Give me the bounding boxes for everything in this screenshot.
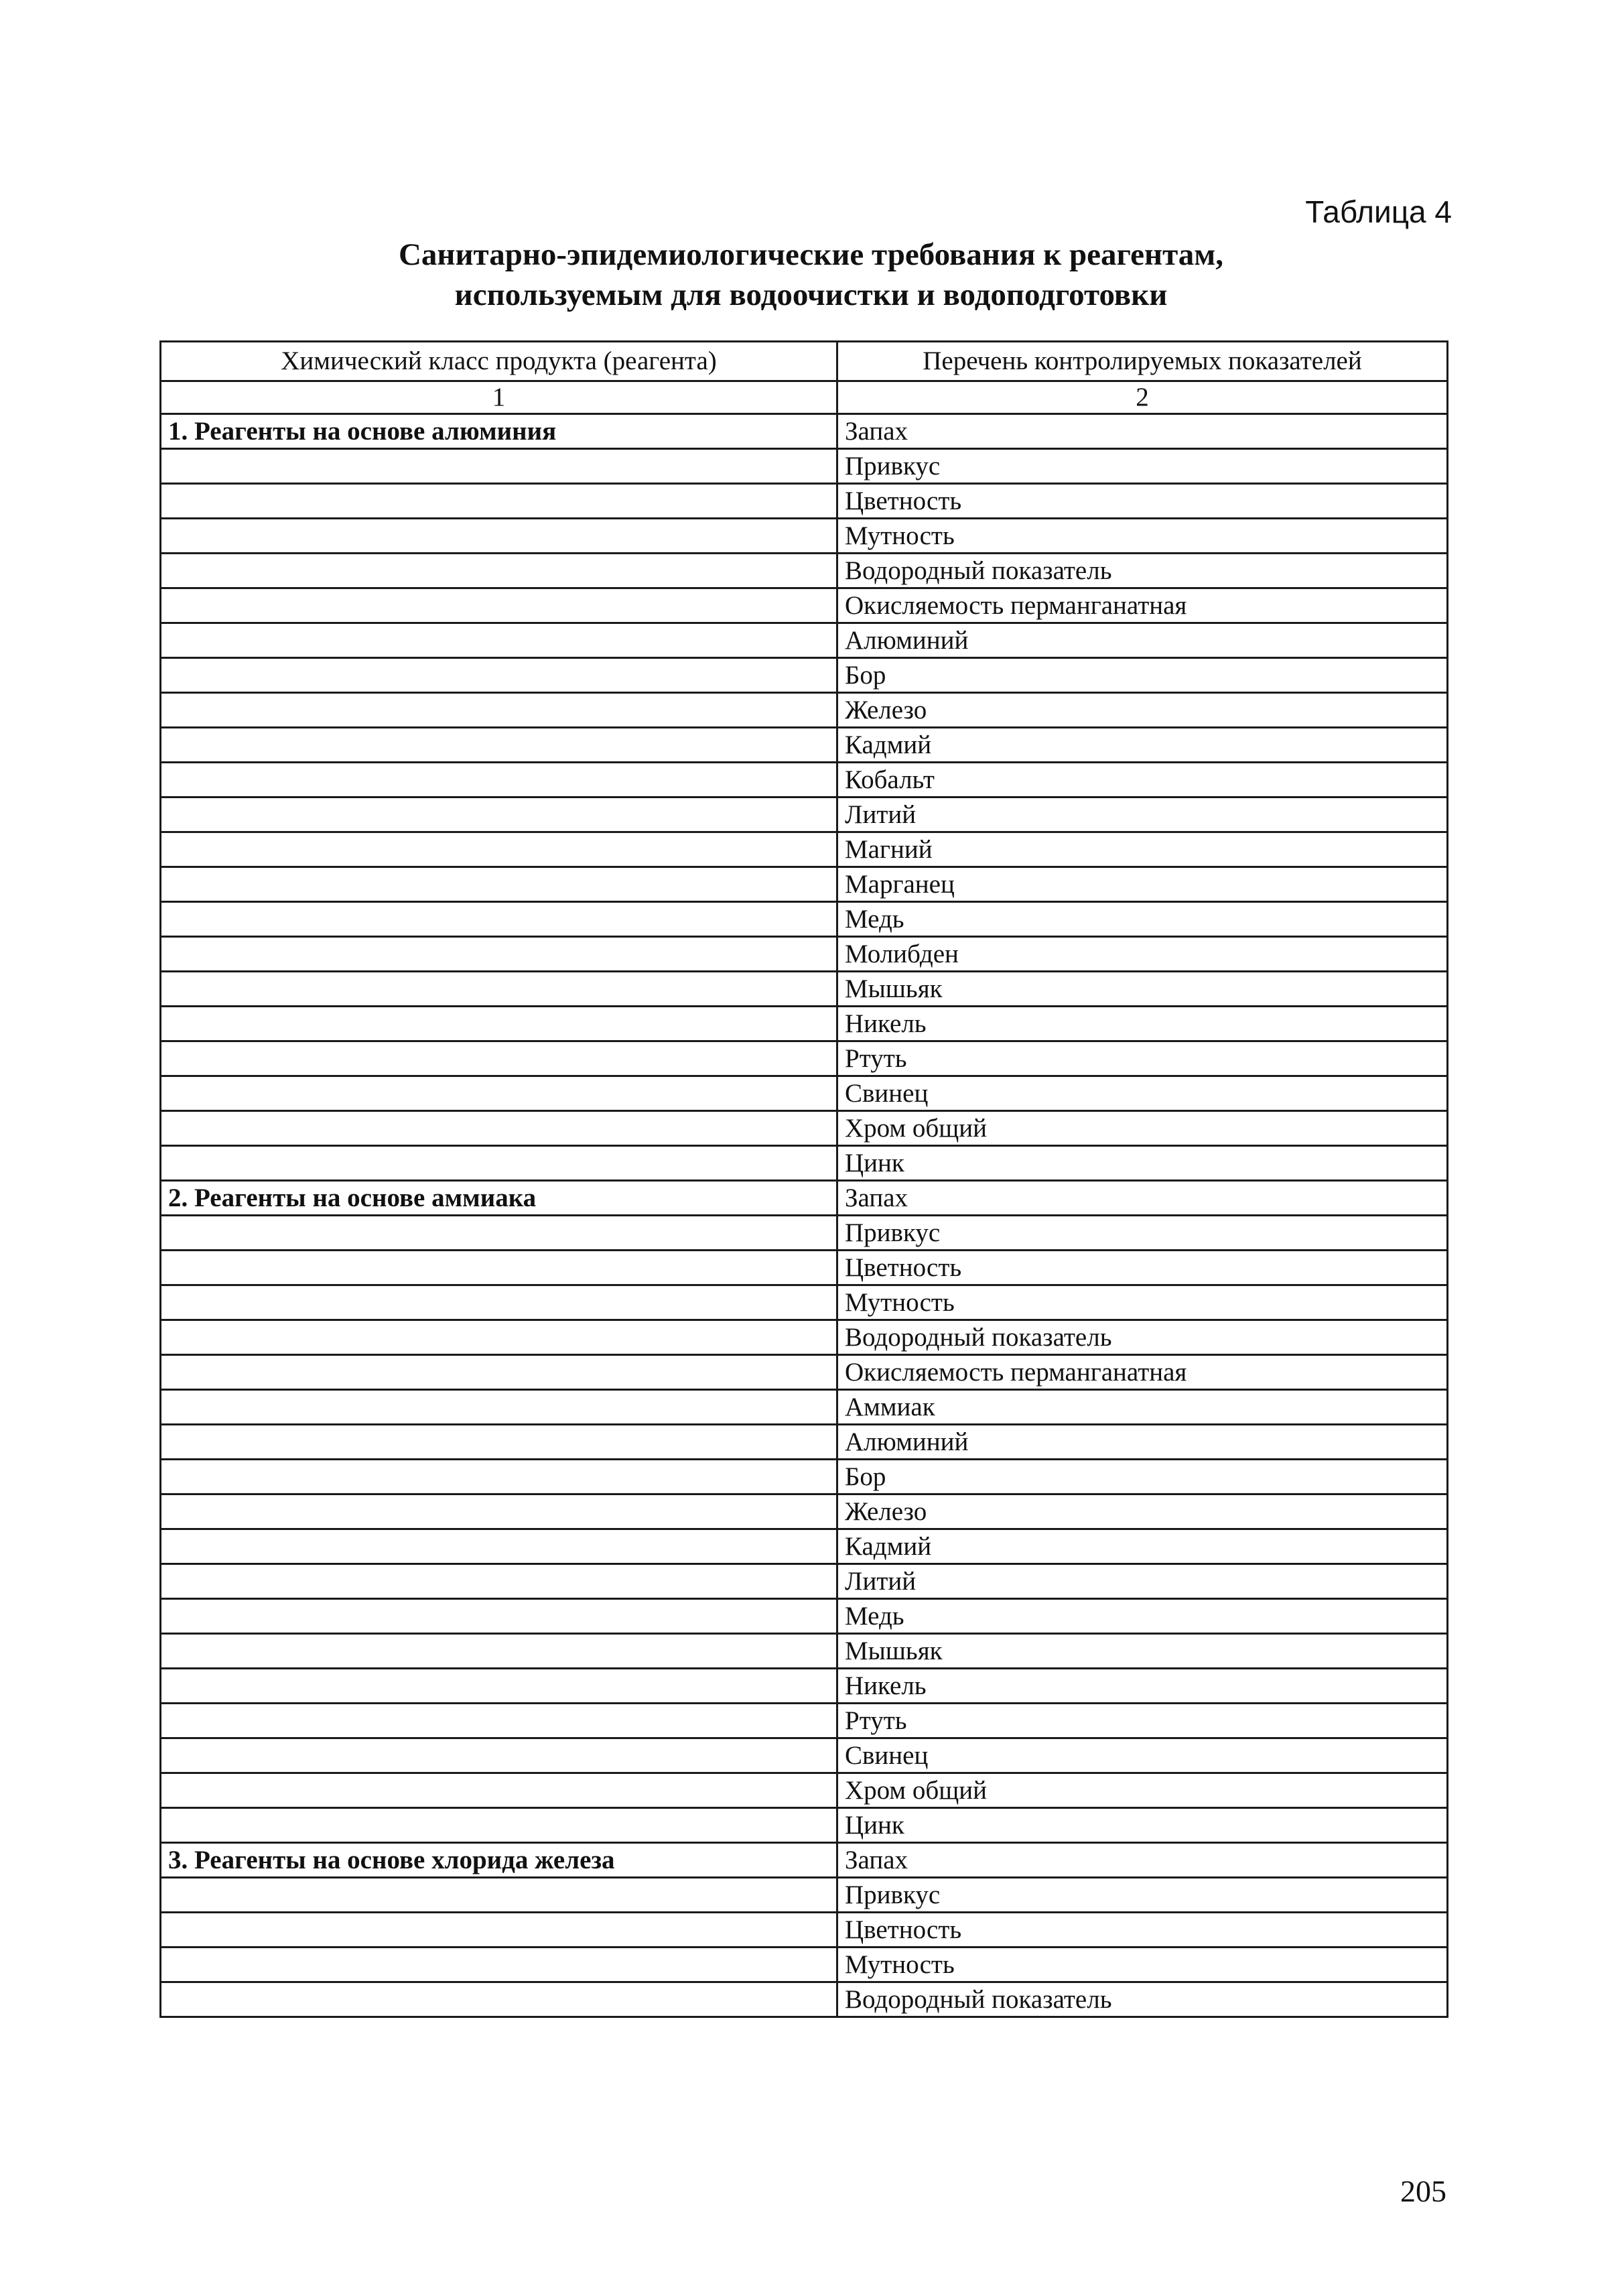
- table-row: [161, 1878, 1448, 1913]
- indicator-cell: Запах: [837, 1181, 1448, 1216]
- indicator-cell: Марганец: [837, 867, 1448, 902]
- table-row: [161, 1076, 1448, 1111]
- table-row: [161, 763, 1448, 798]
- indicator-cell: Никель: [837, 1007, 1448, 1041]
- table-row: [161, 1494, 1448, 1529]
- empty-class-cell: [161, 1007, 837, 1041]
- empty-class-cell: [161, 1285, 837, 1320]
- table-row: [161, 1634, 1448, 1669]
- table-row: [161, 1390, 1448, 1425]
- table-row: [161, 1216, 1448, 1251]
- indicator-cell: Литий: [837, 798, 1448, 832]
- indicator-cell: Кадмий: [837, 728, 1448, 763]
- table-row: [161, 1704, 1448, 1738]
- empty-class-cell: [161, 693, 837, 728]
- table-row: [161, 902, 1448, 937]
- indicator-cell: Привкус: [837, 1216, 1448, 1251]
- indicator-cell: Кобальт: [837, 763, 1448, 798]
- empty-class-cell: [161, 1634, 837, 1669]
- indicator-cell: Мышьяк: [837, 972, 1448, 1007]
- empty-class-cell: [161, 1041, 837, 1076]
- indicator-cell: Никель: [837, 1669, 1448, 1704]
- empty-class-cell: [161, 972, 837, 1007]
- empty-class-cell: [161, 1320, 837, 1355]
- indicator-cell: Аммиак: [837, 1390, 1448, 1425]
- indicator-cell: Железо: [837, 693, 1448, 728]
- indicator-cell: Цинк: [837, 1808, 1448, 1843]
- column-number-row: [161, 381, 1448, 414]
- indicator-cell: Мутность: [837, 1285, 1448, 1320]
- empty-class-cell: [161, 1948, 837, 1982]
- empty-class-cell: [161, 1878, 837, 1913]
- table-row: [161, 1669, 1448, 1704]
- table-row: [161, 1146, 1448, 1181]
- indicator-cell: Ртуть: [837, 1704, 1448, 1738]
- empty-class-cell: [161, 1355, 837, 1390]
- empty-class-cell: [161, 623, 837, 658]
- table-row: [161, 1738, 1448, 1773]
- document-title: [0, 235, 1622, 315]
- empty-class-cell: [161, 832, 837, 867]
- indicator-cell: Магний: [837, 832, 1448, 867]
- empty-class-cell: [161, 1460, 837, 1494]
- title-line-2: используемым для водоочистки и водоподготовки: [454, 277, 1168, 312]
- empty-class-cell: [161, 449, 837, 484]
- indicator-cell: Мутность: [837, 519, 1448, 554]
- indicator-cell: Цветность: [837, 1251, 1448, 1285]
- empty-class-cell: [161, 1216, 837, 1251]
- indicator-cell: Мышьяк: [837, 1634, 1448, 1669]
- indicator-cell: Бор: [837, 658, 1448, 693]
- indicator-cell: Цветность: [837, 1913, 1448, 1948]
- table-row: [161, 1425, 1448, 1460]
- indicator-cell: Окисляемость перманганатная: [837, 1355, 1448, 1390]
- empty-class-cell: [161, 763, 837, 798]
- empty-class-cell: [161, 798, 837, 832]
- indicator-cell: Кадмий: [837, 1529, 1448, 1564]
- indicator-cell: Железо: [837, 1494, 1448, 1529]
- indicator-cell: Алюминий: [837, 623, 1448, 658]
- table-row: [161, 867, 1448, 902]
- table-row: [161, 1843, 1448, 1878]
- indicator-cell: Водородный показатель: [837, 554, 1448, 588]
- empty-class-cell: [161, 1076, 837, 1111]
- empty-class-cell: [161, 902, 837, 937]
- indicator-cell: Запах: [837, 414, 1448, 449]
- indicator-cell: Свинец: [837, 1076, 1448, 1111]
- empty-class-cell: [161, 1773, 837, 1808]
- indicator-cell: Запах: [837, 1843, 1448, 1878]
- table-row: [161, 1913, 1448, 1948]
- table-row: [161, 1355, 1448, 1390]
- empty-class-cell: [161, 519, 837, 554]
- empty-class-cell: [161, 1564, 837, 1599]
- empty-class-cell: [161, 1704, 837, 1738]
- table-row: [161, 519, 1448, 554]
- title-line-1: Санитарно-эпидемиологические требования к реагентам,: [398, 237, 1224, 272]
- empty-class-cell: [161, 1146, 837, 1181]
- empty-class-cell: [161, 1599, 837, 1634]
- page-number: 205: [1400, 2174, 1446, 2208]
- table-row: [161, 1599, 1448, 1634]
- indicator-cell: Привкус: [837, 1878, 1448, 1913]
- table-row: [161, 1181, 1448, 1216]
- empty-class-cell: [161, 1808, 837, 1843]
- indicator-cell: Свинец: [837, 1738, 1448, 1773]
- empty-class-cell: [161, 1111, 837, 1146]
- empty-class-cell: [161, 588, 837, 623]
- header-chemical-class: Химический класс продукта (реагента): [161, 342, 837, 381]
- table-header-row: [161, 342, 1448, 381]
- column-number-2: 2: [837, 381, 1448, 414]
- reagents-table: [159, 340, 1448, 2018]
- indicator-cell: Цветность: [837, 484, 1448, 519]
- table-row: [161, 658, 1448, 693]
- table-row: [161, 1320, 1448, 1355]
- table-caption: Таблица 4: [1305, 194, 1452, 229]
- empty-class-cell: [161, 1529, 837, 1564]
- indicator-cell: Медь: [837, 902, 1448, 937]
- table-row: [161, 1773, 1448, 1808]
- indicator-cell: Алюминий: [837, 1425, 1448, 1460]
- indicator-cell: Окисляемость перманганатная: [837, 588, 1448, 623]
- reagent-group-cell: 1. Реагенты на основе алюминия: [161, 414, 837, 449]
- table-body: [161, 414, 1448, 2017]
- empty-class-cell: [161, 1494, 837, 1529]
- table-row: [161, 414, 1448, 449]
- empty-class-cell: [161, 867, 837, 902]
- table-row: [161, 798, 1448, 832]
- table-row: [161, 449, 1448, 484]
- indicator-cell: Привкус: [837, 449, 1448, 484]
- table-row: [161, 832, 1448, 867]
- empty-class-cell: [161, 728, 837, 763]
- empty-class-cell: [161, 1669, 837, 1704]
- table-row: [161, 1948, 1448, 1982]
- indicator-cell: Мутность: [837, 1948, 1448, 1982]
- table-row: [161, 1808, 1448, 1843]
- indicator-cell: Бор: [837, 1460, 1448, 1494]
- empty-class-cell: [161, 1251, 837, 1285]
- table-row: [161, 693, 1448, 728]
- table-row: [161, 484, 1448, 519]
- empty-class-cell: [161, 1982, 837, 2017]
- table-row: [161, 588, 1448, 623]
- empty-class-cell: [161, 1425, 837, 1460]
- empty-class-cell: [161, 484, 837, 519]
- indicator-cell: Хром общий: [837, 1111, 1448, 1146]
- table-row: [161, 1041, 1448, 1076]
- table-row: [161, 1564, 1448, 1599]
- table-row: [161, 1529, 1448, 1564]
- table-row: [161, 972, 1448, 1007]
- column-number-1: 1: [161, 381, 837, 414]
- indicator-cell: Цинк: [837, 1146, 1448, 1181]
- table-row: [161, 623, 1448, 658]
- indicator-cell: Хром общий: [837, 1773, 1448, 1808]
- indicator-cell: Медь: [837, 1599, 1448, 1634]
- table-row: [161, 1007, 1448, 1041]
- table-row: [161, 1460, 1448, 1494]
- reagent-group-cell: 2. Реагенты на основе аммиака: [161, 1181, 837, 1216]
- indicator-cell: Водородный показатель: [837, 1982, 1448, 2017]
- table-row: [161, 1982, 1448, 2017]
- table-row: [161, 1285, 1448, 1320]
- table-row: [161, 1251, 1448, 1285]
- reagent-group-cell: 3. Реагенты на основе хлорида железа: [161, 1843, 837, 1878]
- indicator-cell: Ртуть: [837, 1041, 1448, 1076]
- table-row: [161, 554, 1448, 588]
- indicator-cell: Водородный показатель: [837, 1320, 1448, 1355]
- empty-class-cell: [161, 1390, 837, 1425]
- empty-class-cell: [161, 937, 837, 972]
- empty-class-cell: [161, 1738, 837, 1773]
- table-row: [161, 1111, 1448, 1146]
- table-row: [161, 937, 1448, 972]
- indicator-cell: Литий: [837, 1564, 1448, 1599]
- indicator-cell: Молибден: [837, 937, 1448, 972]
- table-row: [161, 728, 1448, 763]
- empty-class-cell: [161, 658, 837, 693]
- header-indicators: Перечень контролируемых показателей: [837, 342, 1448, 381]
- empty-class-cell: [161, 554, 837, 588]
- empty-class-cell: [161, 1913, 837, 1948]
